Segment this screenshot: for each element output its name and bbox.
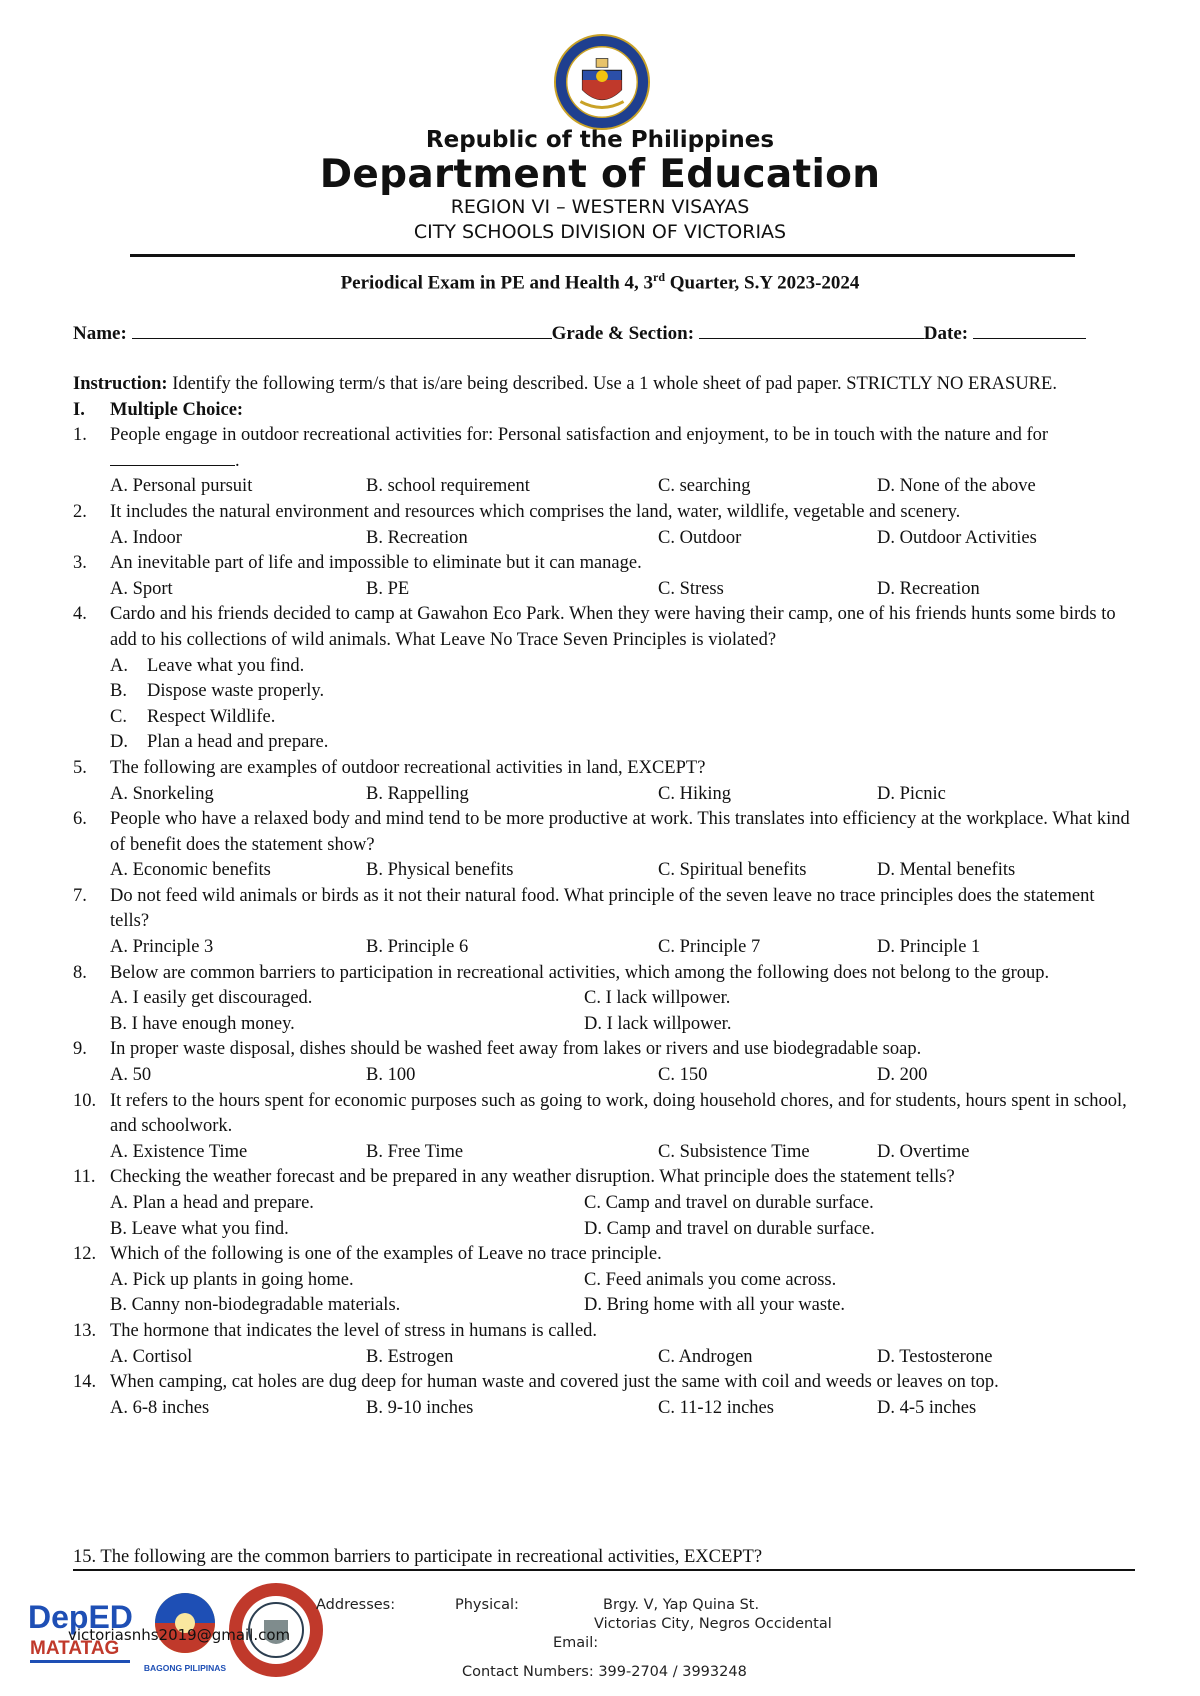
section-heading: [73, 398, 1135, 424]
question-number: 14.: [73, 1372, 97, 1393]
email-label: Email:: [553, 1635, 599, 1651]
instruction-text: Identify the following term/s that is/are being described. Use a 1 whole sheet of pad paper. STRICTLY NO ERASURE.: [167, 374, 1057, 394]
option-c: C. Outdoor: [658, 527, 742, 548]
question-number: 4.: [73, 604, 87, 625]
option-left: B. I have enough money.: [110, 1013, 295, 1034]
option-row: [73, 1217, 1135, 1243]
question-number: 10.: [73, 1090, 97, 1111]
option-c: C. 11-12 inches: [658, 1397, 774, 1418]
question-number: 7.: [73, 885, 87, 906]
option-left: A. I easily get discouraged.: [110, 988, 313, 1009]
option-row: [73, 986, 1135, 1012]
question-number: 13.: [73, 1320, 97, 1341]
option-letter: A.: [110, 655, 128, 676]
deped-seal-icon: [553, 33, 651, 131]
question-number: 5.: [73, 757, 87, 778]
date-label: Date:: [923, 323, 973, 344]
option-c: C. searching: [658, 476, 751, 497]
option-row: [73, 1293, 1135, 1319]
division-heading: CITY SCHOOLS DIVISION OF VICTORIAS: [413, 221, 787, 243]
option-c: C. Subsistence Time: [658, 1141, 810, 1162]
exam-title-quarter: Quarter, S.Y 2023-2024: [665, 272, 860, 294]
option-d: D. None of the above: [877, 476, 1036, 497]
exam-title-ordinal: rd: [653, 270, 666, 284]
question-item: [73, 807, 1135, 858]
question-item: [73, 1370, 1135, 1396]
option-b: B. Recreation: [366, 527, 468, 548]
date-blank[interactable]: [973, 321, 1086, 339]
option-text: Dispose waste properly.: [147, 681, 325, 702]
option-text: Plan a head and prepare.: [147, 732, 329, 753]
question-number: 8.: [73, 962, 87, 983]
exam-title-text: Periodical Exam in PE and Health 4, 3: [340, 272, 654, 294]
matatag-logo-text: MATATAG: [30, 1638, 120, 1659]
question-number: 11.: [73, 1167, 96, 1188]
option-text: Leave what you find.: [147, 655, 305, 676]
option-left: B. Leave what you find.: [110, 1218, 289, 1239]
option-row: [73, 654, 1135, 680]
option-row: [73, 577, 1135, 603]
email-address[interactable]: victoriasnhs2019@gmail.com: [68, 1626, 291, 1644]
header-divider: [130, 254, 1075, 257]
option-row: [73, 1396, 1135, 1422]
option-row: [73, 858, 1135, 884]
republic-heading: Republic of the Philippines: [425, 127, 775, 153]
option-row: [73, 1140, 1135, 1166]
option-left: A. Pick up plants in going home.: [110, 1269, 354, 1290]
question-item: [73, 756, 1135, 782]
question-item: [73, 551, 1135, 577]
question-item: [73, 602, 1135, 653]
option-b: B. 9-10 inches: [366, 1397, 474, 1418]
question-text: Which of the following is one of the examples of Leave no trace principle.: [110, 1244, 662, 1265]
option-c: C. Spiritual benefits: [658, 860, 807, 881]
question-number: 2.: [73, 501, 87, 522]
physical-label: Physical:: [455, 1597, 519, 1613]
option-left: B. Canny non-biodegradable materials.: [110, 1295, 401, 1316]
question-number: 9.: [73, 1039, 87, 1060]
option-d: D. 4-5 inches: [877, 1397, 977, 1418]
option-b: B. PE: [366, 578, 410, 599]
option-b: B. Free Time: [366, 1141, 464, 1162]
option-c: C. 150: [658, 1065, 708, 1086]
region-heading: REGION VI – WESTERN VISAYAS: [450, 196, 750, 218]
option-row: [73, 474, 1135, 500]
option-a: A. 6-8 inches: [110, 1397, 210, 1418]
question-number: 12.: [73, 1244, 97, 1265]
question-item: [73, 423, 1135, 474]
option-a: A. Existence Time: [110, 1141, 248, 1162]
question-text: The hormone that indicates the level of stress in humans is called.: [110, 1320, 598, 1341]
question-text: In proper waste disposal, dishes should be washed feet away from lakes or rivers and use biodegradable soap.: [110, 1039, 922, 1060]
option-row: [73, 705, 1135, 731]
bagong-pilipinas-text: BAGONG PILIPINAS: [143, 1663, 227, 1673]
option-row: [73, 730, 1135, 756]
option-a: A. Cortisol: [110, 1346, 193, 1367]
option-a: A. Snorkeling: [110, 783, 214, 804]
option-row: [73, 935, 1135, 961]
option-b: B. school requirement: [366, 476, 530, 497]
question-item: [73, 1242, 1135, 1268]
option-letter: B.: [110, 681, 127, 702]
question-item: [73, 884, 1135, 935]
option-row: [73, 1268, 1135, 1294]
option-row: [73, 782, 1135, 808]
option-d: D. Principle 1: [877, 937, 981, 958]
grade-section-label: Grade & Section:: [551, 323, 699, 344]
question-text: An inevitable part of life and impossible to eliminate but it can manage.: [110, 553, 642, 574]
question-text: People engage in outdoor recreational activities for: Personal satisfaction and enjoyment, to be in touch with the nature and for: [110, 425, 1049, 446]
question-number: 6.: [73, 809, 87, 830]
question-item: [73, 500, 1135, 526]
name-label: Name:: [73, 323, 132, 344]
option-c: C. Hiking: [658, 783, 731, 804]
section-title: Multiple Choice:: [110, 399, 244, 420]
option-b: B. 100: [366, 1065, 416, 1086]
question-text: Do not feed wild animals or birds as it not their natural food. What principle of the seven leave no trace principles does the statement tells?: [110, 885, 1095, 932]
name-blank[interactable]: [132, 321, 552, 339]
option-b: B. Principle 6: [366, 937, 469, 958]
option-c: C. Principle 7: [658, 937, 761, 958]
option-b: B. Rappelling: [366, 783, 469, 804]
option-d: D. Recreation: [877, 578, 980, 599]
question-item: [73, 1319, 1135, 1345]
question-item: [73, 961, 1135, 987]
grade-section-blank[interactable]: [699, 321, 924, 339]
question-list: [73, 423, 1135, 1421]
footer-divider: [73, 1569, 1135, 1571]
department-heading: Department of Education: [319, 152, 881, 197]
question-text: When camping, cat holes are dug deep for human waste and covered just the same with coil and weeds or leaves on top.: [110, 1372, 999, 1393]
option-d: D. Outdoor Activities: [877, 527, 1037, 548]
option-d: D. 200: [877, 1065, 928, 1086]
question-tail: .: [235, 450, 240, 471]
option-row: [73, 526, 1135, 552]
question-item: [73, 1089, 1135, 1140]
option-b: B. Physical benefits: [366, 860, 514, 881]
option-a: A. Indoor: [110, 527, 182, 548]
answer-blank: [110, 449, 235, 466]
option-row: [73, 679, 1135, 705]
question-text: The following are examples of outdoor recreational activities in land, EXCEPT?: [110, 757, 706, 778]
option-letter: C.: [110, 706, 127, 727]
question-text: It includes the natural environment and resources which comprises the land, water, wildlife, vegetable and scenery.: [110, 501, 961, 522]
question-text: Cardo and his friends decided to camp at Gawahon Eco Park. When they were having their camp, one of his friends hunts some birds to add to his collections of wild animals. What Leave No Trace Seven Principles is violated?: [110, 604, 1116, 650]
option-a: A. Principle 3: [110, 937, 214, 958]
option-right: C. Camp and travel on durable surface.: [584, 1193, 874, 1213]
option-letter: D.: [110, 732, 128, 753]
option-d: D. Overtime: [877, 1141, 970, 1162]
option-row: [73, 1191, 1135, 1217]
cut-off-question-text: 15. The following are the common barriers to participate in recreational activities, EXCEPT?: [73, 1547, 763, 1567]
option-right: C. Feed animals you come across.: [584, 1269, 837, 1290]
option-c: C. Androgen: [658, 1346, 753, 1367]
option-right: D. Camp and travel on durable surface.: [584, 1218, 875, 1239]
option-a: A. Sport: [110, 578, 173, 599]
exam-body: [73, 372, 1135, 1421]
question-item: [73, 1165, 1135, 1191]
option-b: B. Estrogen: [366, 1346, 454, 1367]
section-number: I.: [73, 399, 85, 420]
contact-numbers: Contact Numbers: 399-2704 / 3993248: [462, 1664, 747, 1680]
student-info-row: [73, 321, 1133, 345]
option-row: [73, 1063, 1135, 1089]
option-d: D. Testosterone: [877, 1346, 993, 1367]
question-text: Checking the weather forecast and be prepared in any weather disruption. What principle does the statement tells?: [110, 1167, 955, 1188]
question-number: 1.: [73, 425, 87, 446]
deped-logo-text: DepED: [28, 1599, 133, 1635]
city-address: Victorias City, Negros Occidental: [594, 1616, 832, 1632]
option-a: A. Economic benefits: [110, 860, 271, 881]
option-right: D. I lack willpower.: [584, 1013, 732, 1034]
option-d: D. Mental benefits: [877, 860, 1016, 881]
question-text: Below are common barriers to participation in recreational activities, which among the following does not belong to the group.: [110, 962, 1050, 983]
option-row: [73, 1345, 1135, 1371]
option-row: [73, 1012, 1135, 1038]
option-d: D. Picnic: [877, 783, 946, 804]
addresses-label: Addresses:: [316, 1597, 396, 1613]
option-left: A. Plan a head and prepare.: [110, 1193, 314, 1213]
question-number: 3.: [73, 553, 87, 574]
option-right: D. Bring home with all your waste.: [584, 1295, 846, 1316]
street-address: Brgy. V, Yap Quina St.: [603, 1597, 760, 1613]
exam-title: [0, 270, 1200, 294]
instruction-label: Instruction:: [73, 374, 168, 394]
option-c: C. Stress: [658, 578, 724, 599]
option-right: C. I lack willpower.: [584, 988, 731, 1009]
option-a: A. Personal pursuit: [110, 476, 253, 497]
question-text: People who have a relaxed body and mind tend to be more productive at work. This translates into efficiency at the workplace. What kind of benefit does the statement show?: [110, 809, 1130, 855]
instruction: [73, 372, 1135, 398]
option-text: Respect Wildlife.: [147, 706, 276, 727]
option-a: A. 50: [110, 1065, 152, 1086]
question-text: It refers to the hours spent for economic purposes such as going to work, doing household chores, and for students, hours spent in school, and schoolwork.: [110, 1090, 1127, 1137]
question-item: [73, 1037, 1135, 1063]
